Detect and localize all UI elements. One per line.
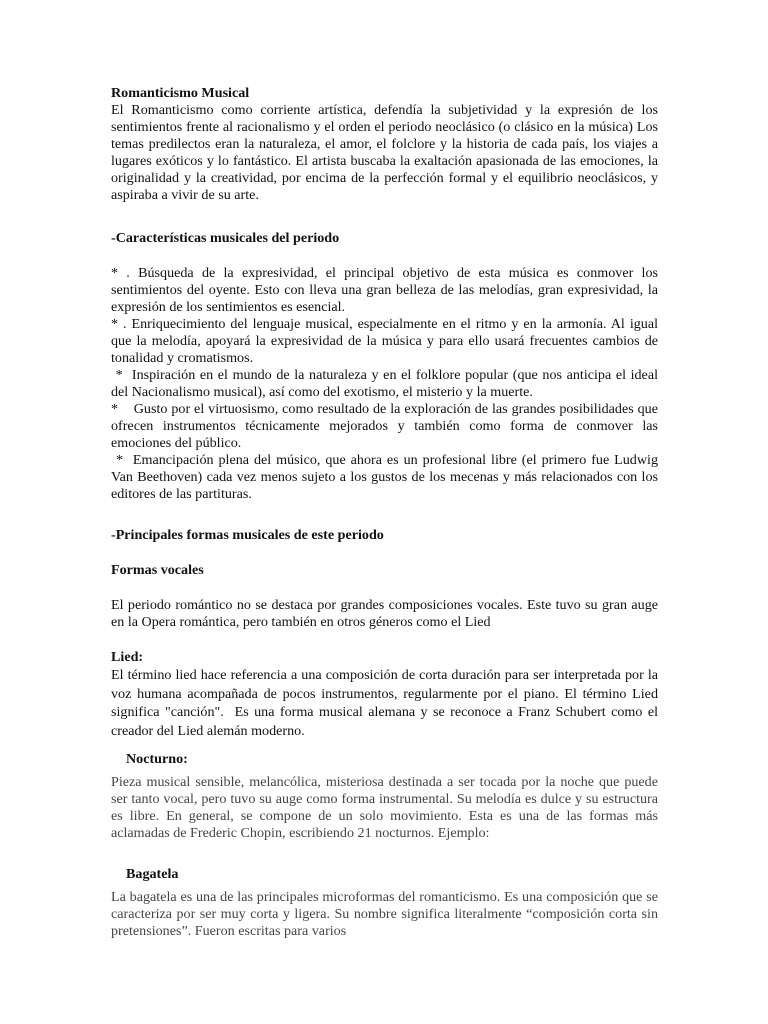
list-item: * Emancipación plena del músico, que ahora es un profesional libre (el primero fue Ludwig Van Beethoven) cada vez menos sujeto a los gustos de los mecenas y más relacionados con los editores de las partituras.	[111, 452, 662, 502]
nocturno-heading: Nocturno:	[126, 751, 188, 767]
characteristics-heading: -Características musicales del periodo	[111, 230, 340, 246]
intro-paragraph: El Romanticismo como corriente artística, defendía la subjetividad y la expresión de los sentimientos frente al racionalismo y el orden el periodo neoclásico (o clásico en la música) Los temas predilectos eran la naturaleza, el amor, el folclore y la historia de cada país, los viajes a lugares exóticos y lo fantástico. El artista buscaba la exaltación apasionada de las emociones, la originalidad y la creatividad, por encima de la perfección formal y el equilibrio neoclásicos, y aspiraba a vivir de su arte.	[111, 102, 658, 203]
list-item: * . Enriquecimiento del lenguaje musical, especialmente en el ritmo y en la armonía. Al igual que la melodía, apoyará la expresividad de la música y para ello usará frecuentes cambios de tonalidad y cromatismos.	[111, 316, 658, 366]
lied-paragraph: El término lied hace referencia a una composición de corta duración para ser interpretada por la voz humana acompañada de pocos instrumentos, regularmente por el piano. El término Lied significa "canción". Es una forma musical alemana y se reconoce a Franz Schubert como el creador del Lied alemán moderno.	[111, 667, 662, 739]
nocturno-paragraph: Pieza musical sensible, melancólica, misteriosa destinada a ser tocada por la noche que puede ser tanto vocal, pero tuvo su auge como forma instrumental. Su melodía es dulce y su estructura es libre. En general, se compone de un solo movimiento. Esta es una de las formas más aclamadas de Frederic Chopin, escribiendo 21 nocturnos. Ejemplo:	[111, 774, 658, 841]
list-item: * . Búsqueda de la expresividad, el principal objetivo de esta música es conmover los sentimientos del oyente. Esto con lleva una gran belleza de las melodías, gran expresividad, la expresión de los sentimientos es esencial.	[111, 265, 658, 315]
vocal-forms-heading: Formas vocales	[111, 562, 204, 578]
bagatela-heading: Bagatela	[126, 866, 179, 882]
list-item: * Gusto por el virtuosismo, como resultado de la exploración de las grandes posibilidades que ofrecen instrumentos técnicamente mejorados y también como forma de conmover las emociones del público.	[111, 401, 662, 451]
bagatela-paragraph: La bagatela es una de las principales microformas del romanticismo. Es una composición que se caracteriza por ser muy corta y ligera. Su nombre significa literalmente “composición corta sin pretensiones”. Fueron escritas para varios	[111, 889, 658, 939]
list-item: * Inspiración en el mundo de la naturaleza y en el folklore popular (que nos anticipa el ideal del Nacionalismo musical), así como del exotismo, el misterio y la muerte.	[111, 367, 662, 400]
forms-heading: -Principales formas musicales de este periodo	[111, 527, 384, 543]
characteristics-list	[111, 265, 662, 503]
lied-heading: Lied:	[111, 649, 144, 665]
vocal-forms-paragraph: El periodo romántico no se destaca por grandes composiciones vocales. Este tuvo su gran auge en la Opera romántica, pero también en otros géneros como el Lied	[111, 597, 658, 630]
page-title: Romanticismo Musical	[111, 85, 250, 101]
